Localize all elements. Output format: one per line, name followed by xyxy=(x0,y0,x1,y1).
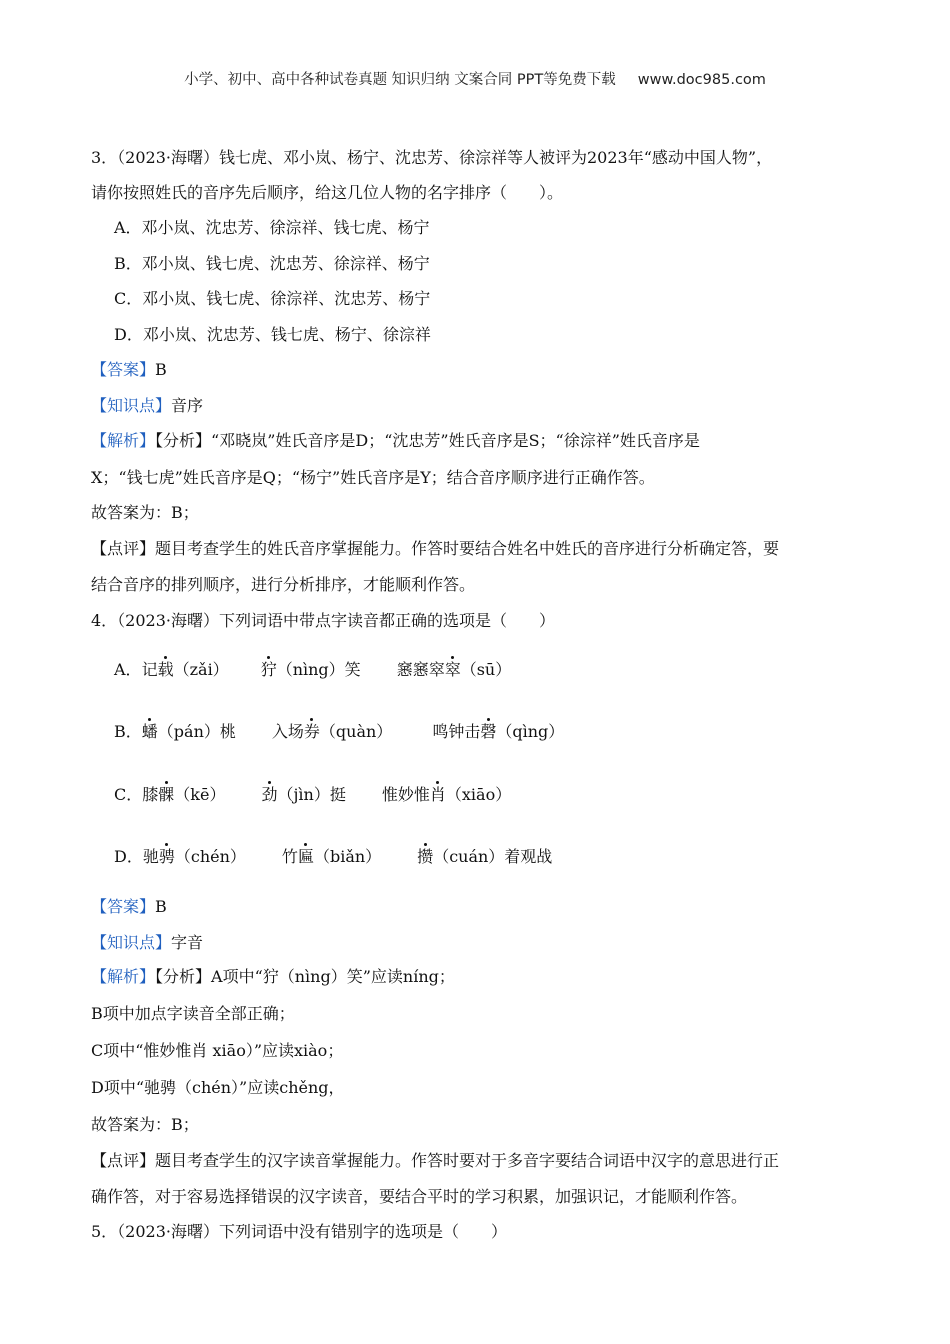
q3-stem-line2: 请你按照姓氏的音序先后顺序，给这几位人物的名字排序（ ）。 xyxy=(91,183,564,202)
header-url[interactable]: www.doc985.com xyxy=(637,72,766,88)
q4-option-b xyxy=(114,724,564,740)
dotted-char: 蟠 xyxy=(141,722,158,741)
q4-stem: 4．（2023·海曙）下列词语中带点字读音都正确的选项是（ ） xyxy=(91,611,555,630)
answer-tag: 【答案】 xyxy=(91,360,156,379)
word-text: 膝 xyxy=(142,785,159,804)
word-text: 窸窸窣 xyxy=(396,660,445,679)
option-label: D． xyxy=(114,847,143,866)
pinyin: （zǎi） xyxy=(173,660,229,679)
pinyin: （quàn） xyxy=(319,722,393,741)
q4-answer xyxy=(91,899,167,915)
q4-option-d xyxy=(114,849,552,865)
q3-option-d: D．邓小岚、沈忠芳、钱七虎、杨宁、徐淙祥 xyxy=(114,325,431,344)
q4-analysis-line2: B项中加点字读音全部正确； xyxy=(91,1004,295,1023)
q4-comment-line2: 确作答，对于容易选择错误的汉字读音，要结合平时的学习积累，加强识记，才能顺利作答。 xyxy=(91,1187,748,1206)
q3-comment-line2: 结合音序的排列顺序，进行分析排序，才能顺利作答。 xyxy=(91,575,476,594)
dotted-char: 匾 xyxy=(297,847,314,866)
pinyin: （jìn）挺 xyxy=(277,785,346,804)
analysis-tag: 【解析】 xyxy=(91,431,156,450)
q3-answer xyxy=(91,362,167,378)
analysis-text: 【分析】A项中“狞（nìng）笑”应读níng； xyxy=(155,967,455,986)
q3-option-b: B．邓小岚、钱七虎、沈忠芳、徐淙祥、杨宁 xyxy=(114,254,430,273)
analysis-tag: 【解析】 xyxy=(91,967,156,986)
q3-analysis-line2: X；“钱七虎”姓氏音序是Q；“杨宁”姓氏音序是Y；结合音序顺序进行正确作答。 xyxy=(91,468,655,487)
header-text: 小学、初中、高中各种试卷真题 知识归纳 文案合同 PPT等免费下载 xyxy=(184,72,616,88)
q4-knowledge xyxy=(91,935,203,951)
q3-stem-line1: 3．（2023·海曙）钱七虎、邓小岚、杨宁、沈忠芳、徐淙祥等人被评为2023年“感动中国人物”， xyxy=(91,148,773,167)
pinyin: （nìng）笑 xyxy=(276,660,361,679)
dotted-char: 劲 xyxy=(261,785,278,804)
option-label: A． xyxy=(114,660,142,679)
q5-stem: 5．（2023·海曙）下列词语中没有错别字的选项是（ ） xyxy=(91,1222,507,1241)
dotted-char: 髁 xyxy=(158,785,175,804)
q3-option-a: A．邓小岚、沈忠芳、徐淙祥、钱七虎、杨宁 xyxy=(114,218,430,237)
q4-comment-line1: 【点评】题目考查学生的汉字读音掌握能力。作答时要对于多音字要结合词语中汉字的意思进行正 xyxy=(91,1151,780,1170)
pinyin: （xiāo） xyxy=(445,785,512,804)
q3-analysis-line1 xyxy=(91,433,700,449)
knowledge-tag: 【知识点】 xyxy=(91,396,172,415)
dotted-char: 窣 xyxy=(444,660,461,679)
word-text: 惟妙惟 xyxy=(381,785,430,804)
pinyin: （chén） xyxy=(174,847,246,866)
q3-comment-line1: 【点评】题目考查学生的姓氏音序掌握能力。作答时要结合姓名中姓氏的音序进行分析确定答，要 xyxy=(91,539,780,558)
page-header xyxy=(0,68,950,89)
q4-analysis-line1 xyxy=(91,969,455,985)
option-label: B． xyxy=(114,722,142,741)
q3-option-c: C．邓小岚、钱七虎、徐淙祥、沈忠芳、杨宁 xyxy=(114,289,431,308)
dotted-char: 骋 xyxy=(158,847,175,866)
analysis-text: 【分析】“邓晓岚”姓氏音序是D；“沈忠芳”姓氏音序是S；“徐淙祥”姓氏音序是 xyxy=(155,431,700,450)
word-text: 竹 xyxy=(281,847,298,866)
q4-option-a xyxy=(114,662,511,678)
pinyin: （kē） xyxy=(174,785,226,804)
word-text: 鸣钟击 xyxy=(432,722,481,741)
pinyin: （cuán）着观战 xyxy=(433,847,553,866)
q3-knowledge xyxy=(91,398,203,414)
q3-conclusion: 故答案为：B； xyxy=(91,503,199,522)
pinyin: （qìng） xyxy=(496,722,565,741)
option-label: C． xyxy=(114,785,143,804)
dotted-char: 攒 xyxy=(417,847,434,866)
answer-value: B xyxy=(155,897,167,916)
q4-analysis-line3: C项中“惟妙惟肖 xiāo）”应读xiào； xyxy=(91,1041,344,1060)
dotted-char: 狞 xyxy=(260,660,277,679)
knowledge-tag: 【知识点】 xyxy=(91,933,172,952)
dotted-char: 肖 xyxy=(429,785,446,804)
q4-option-c xyxy=(114,787,511,803)
q4-conclusion: 故答案为：B； xyxy=(91,1115,199,1134)
q4-analysis-line4: D项中“驰骋（chén）”应读chěng， xyxy=(91,1078,345,1097)
knowledge-value: 音序 xyxy=(171,396,204,415)
dotted-char: 载 xyxy=(157,660,174,679)
dotted-char: 磬 xyxy=(480,722,497,741)
word-text: 入场 xyxy=(271,722,304,741)
answer-tag: 【答案】 xyxy=(91,897,156,916)
pinyin: （sū） xyxy=(460,660,512,679)
answer-value: B xyxy=(155,360,167,379)
word-text: 记 xyxy=(141,660,158,679)
dotted-char: 券 xyxy=(303,722,320,741)
word-text: 驰 xyxy=(142,847,159,866)
knowledge-value: 字音 xyxy=(171,933,204,952)
pinyin: （biǎn） xyxy=(313,847,382,866)
pinyin: （pán）桃 xyxy=(157,722,236,741)
